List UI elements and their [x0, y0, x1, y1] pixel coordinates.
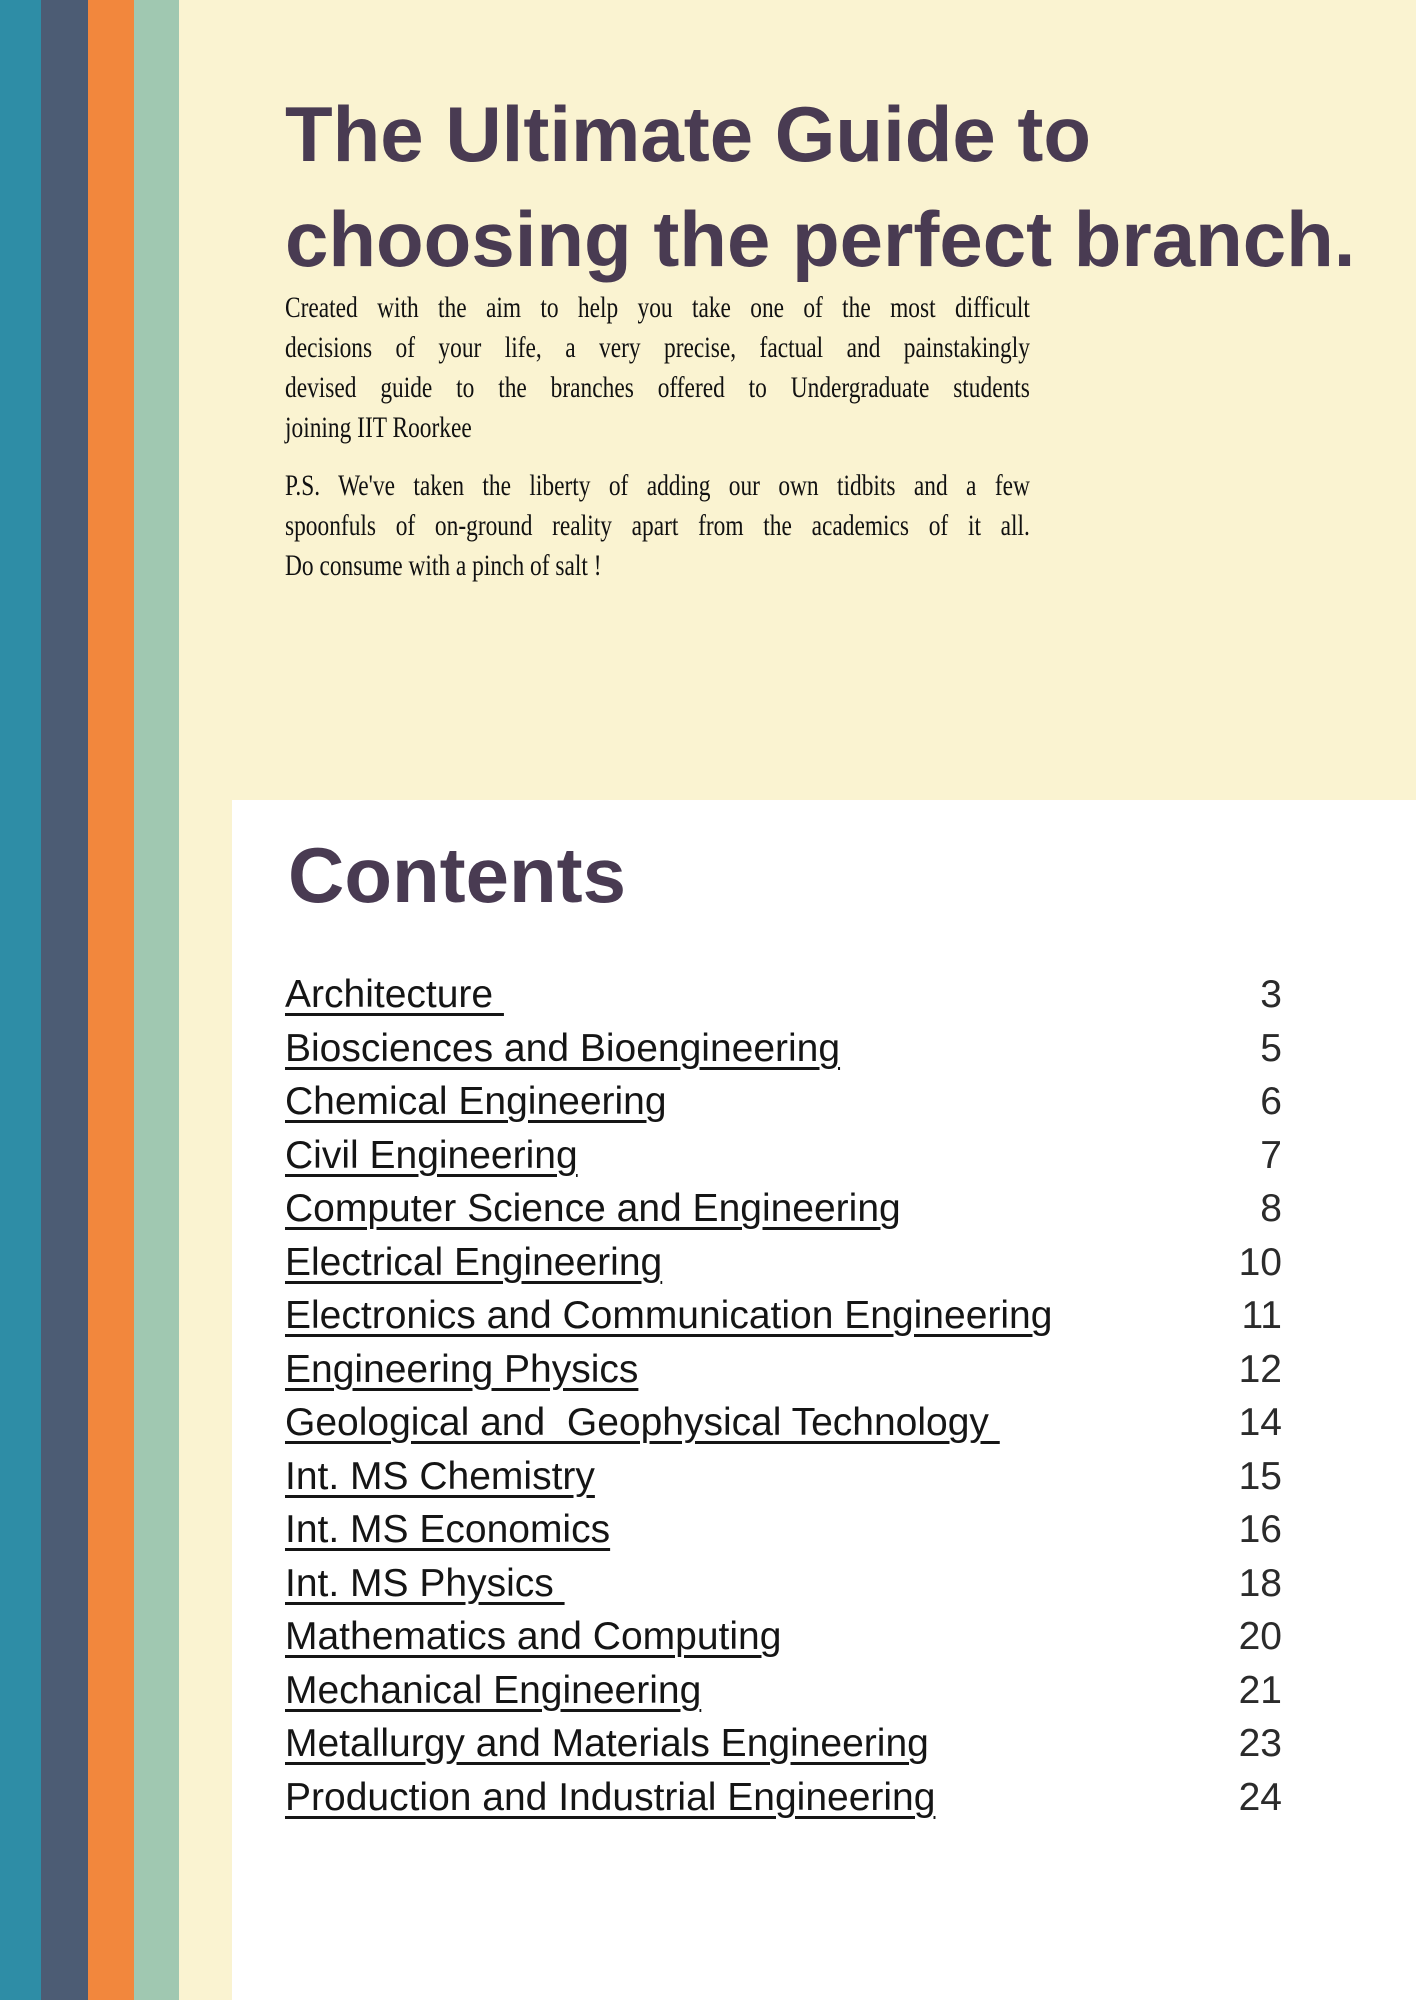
toc-page-number: 10 [1238, 1240, 1282, 1284]
toc-item-link[interactable]: Metallurgy and Materials Engineering [285, 1722, 929, 1765]
toc-row [285, 1022, 1282, 1076]
toc-item-link[interactable]: Mechanical Engineering [285, 1668, 702, 1712]
intro-paragraph-line: decisions of your life, a very precise, factual and painstakingly [285, 331, 1030, 364]
toc-page-number: 5 [1260, 1026, 1282, 1070]
toc-item-link[interactable]: Civil Engineering [285, 1133, 578, 1177]
toc-page-number: 7 [1260, 1133, 1282, 1177]
contents-heading: Contents [288, 831, 626, 919]
accent-stripe-teal [0, 0, 41, 2000]
toc-row [285, 1289, 1282, 1343]
toc-item-link[interactable]: Engineering Physics [285, 1347, 639, 1391]
toc-item-link[interactable]: Computer Science and Engineering [285, 1187, 901, 1230]
accent-stripe-sage-green [134, 0, 179, 2000]
page-title-line-1: The Ultimate Guide to [285, 90, 1092, 178]
toc-item-link[interactable]: Geological and Geophysical Technology [285, 1401, 1000, 1444]
table-of-contents [285, 968, 1282, 1824]
toc-row [285, 1610, 1282, 1664]
toc-row [285, 1075, 1282, 1129]
toc-item-link[interactable]: Biosciences and Bioengineering [285, 1026, 841, 1070]
intro-paragraph-line: Do consume with a pinch of salt ! [285, 549, 602, 582]
toc-item-link[interactable]: Production and Industrial Engineering [285, 1775, 936, 1819]
toc-item-link[interactable]: Int. MS Chemistry [285, 1454, 595, 1498]
intro-paragraphs [285, 288, 1240, 604]
toc-item-link[interactable]: Electrical Engineering [285, 1240, 663, 1284]
intro-paragraph [285, 466, 1030, 586]
toc-row [285, 1396, 1282, 1450]
toc-row [285, 1129, 1282, 1183]
toc-row [285, 1236, 1282, 1290]
toc-page-number: 23 [1238, 1722, 1282, 1765]
toc-page-number: 11 [1241, 1294, 1282, 1337]
toc-row [285, 1557, 1282, 1611]
toc-row [285, 1664, 1282, 1718]
toc-item-link[interactable]: Architecture [285, 973, 504, 1016]
toc-row [285, 1343, 1282, 1397]
toc-page-number: 18 [1238, 1561, 1282, 1605]
intro-paragraph-line: devised guide to the branches offered to Undergraduate students [285, 371, 1030, 404]
toc-page-number: 15 [1238, 1454, 1282, 1498]
toc-row [285, 1503, 1282, 1557]
toc-page-number: 12 [1238, 1347, 1282, 1391]
toc-row [285, 1450, 1282, 1504]
toc-item-link[interactable]: Int. MS Economics [285, 1508, 611, 1551]
toc-row [285, 1717, 1282, 1771]
accent-stripe-orange [88, 0, 134, 2000]
intro-paragraph [285, 288, 1030, 448]
toc-page-number: 8 [1260, 1187, 1282, 1230]
toc-item-link[interactable]: Electronics and Communication Engineering [285, 1294, 1053, 1337]
toc-page-number: 24 [1238, 1775, 1282, 1819]
toc-page-number: 6 [1260, 1080, 1282, 1123]
accent-stripe-slate-blue [41, 0, 88, 2000]
intro-paragraph-line: spoonfuls of on-ground reality apart from the academics of it all. [285, 509, 1030, 542]
page-title [285, 82, 1355, 292]
intro-paragraph-line: joining IIT Roorkee [285, 411, 472, 444]
toc-page-number: 20 [1238, 1615, 1282, 1658]
toc-page-number: 16 [1238, 1508, 1282, 1551]
page-title-line-2: choosing the perfect branch. [285, 195, 1356, 283]
intro-paragraph-line: P.S. We've taken the liberty of adding our own tidbits and a few [285, 469, 1030, 502]
toc-page-number: 14 [1238, 1401, 1282, 1444]
toc-item-link[interactable]: Chemical Engineering [285, 1080, 667, 1123]
intro-paragraph-line: Created with the aim to help you take one of the most difficult [285, 291, 1030, 324]
toc-row [285, 968, 1282, 1022]
toc-row [285, 1182, 1282, 1236]
toc-row [285, 1771, 1282, 1825]
toc-item-link[interactable]: Int. MS Physics [285, 1561, 565, 1605]
toc-item-link[interactable]: Mathematics and Computing [285, 1615, 782, 1658]
toc-page-number: 21 [1238, 1668, 1282, 1712]
toc-page-number: 3 [1260, 973, 1282, 1016]
